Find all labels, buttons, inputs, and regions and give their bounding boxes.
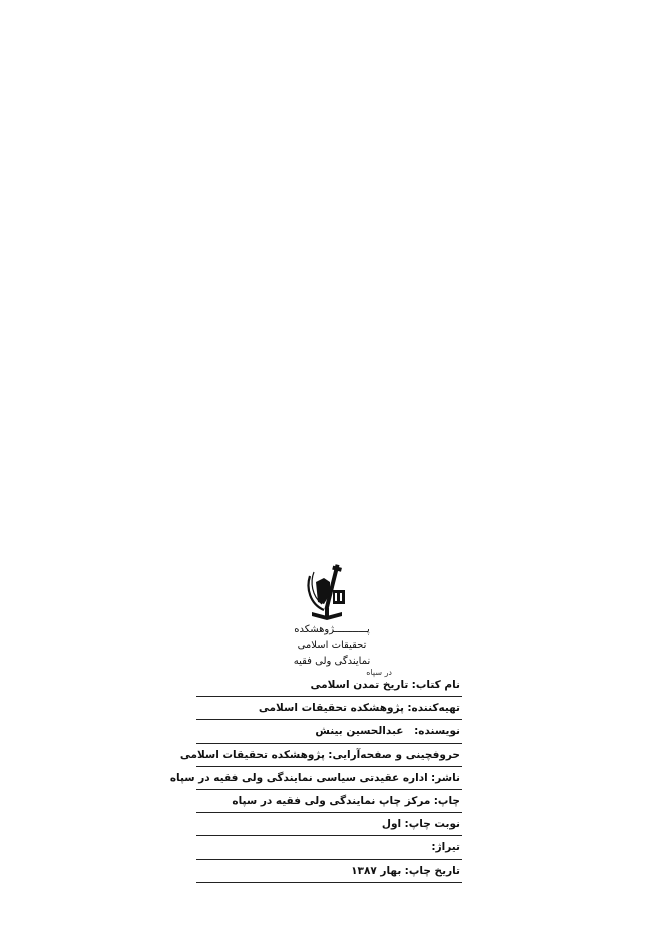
colophon-row-author bbox=[196, 720, 462, 743]
colophon-row-typesetting bbox=[179, 744, 462, 767]
colophon-label: تهیه‌کننده: bbox=[407, 702, 460, 715]
colophon-row-producer bbox=[196, 697, 462, 720]
colophon-row-printer bbox=[196, 790, 462, 813]
colophon-value: تاریخ تمدن اسلامی bbox=[310, 679, 409, 691]
colophon-value: پژوهشکده تحقیقات اسلامی bbox=[258, 702, 404, 715]
colophon-label: نویسنده: bbox=[414, 725, 460, 738]
publisher-name bbox=[282, 622, 382, 670]
org-name-line-4: در سپاه bbox=[366, 668, 392, 677]
colophon-table bbox=[169, 668, 462, 883]
colophon-value: عبدالحسین بینش bbox=[315, 725, 404, 738]
rifle-globe-emblem-icon bbox=[300, 560, 354, 624]
colophon-value: اول bbox=[381, 818, 402, 831]
colophon-value: اداره عقیدتی سیاسی نمایندگی ولی فقیه در سپاه bbox=[169, 771, 428, 784]
colophon-value: مرکز چاپ نمایندگی ولی فقیه در سپاه bbox=[232, 794, 431, 807]
colophon-label: حروفچینی و صفحه‌آرایی: bbox=[328, 748, 460, 761]
colophon-label: ناشر: bbox=[431, 771, 460, 784]
org-name-line-1: پـــــــــــژوهشکده bbox=[294, 624, 370, 635]
colophon-label: نوبت چاپ: bbox=[404, 818, 460, 831]
colophon-row-circulation bbox=[196, 836, 462, 859]
colophon-label: چاپ: bbox=[433, 794, 460, 807]
colophon-row-print-date bbox=[196, 860, 462, 883]
colophon-value: پژوهشکده تحقیقات اسلامی bbox=[179, 748, 325, 761]
colophon-label: نام کتاب: bbox=[411, 679, 460, 691]
colophon-row-title bbox=[196, 668, 462, 697]
org-name-line-3: نمایندگی ولی فقیه bbox=[293, 656, 371, 667]
colophon-row-publisher bbox=[169, 767, 462, 790]
org-name-line-2: تحقیقات اسلامی bbox=[297, 640, 367, 651]
colophon-label: تیراژ: bbox=[431, 841, 460, 854]
colophon-value: بهار ۱۳۸۷ bbox=[351, 864, 402, 877]
colophon-row-edition bbox=[196, 813, 462, 836]
colophon-label: تاریخ چاپ: bbox=[404, 864, 460, 877]
